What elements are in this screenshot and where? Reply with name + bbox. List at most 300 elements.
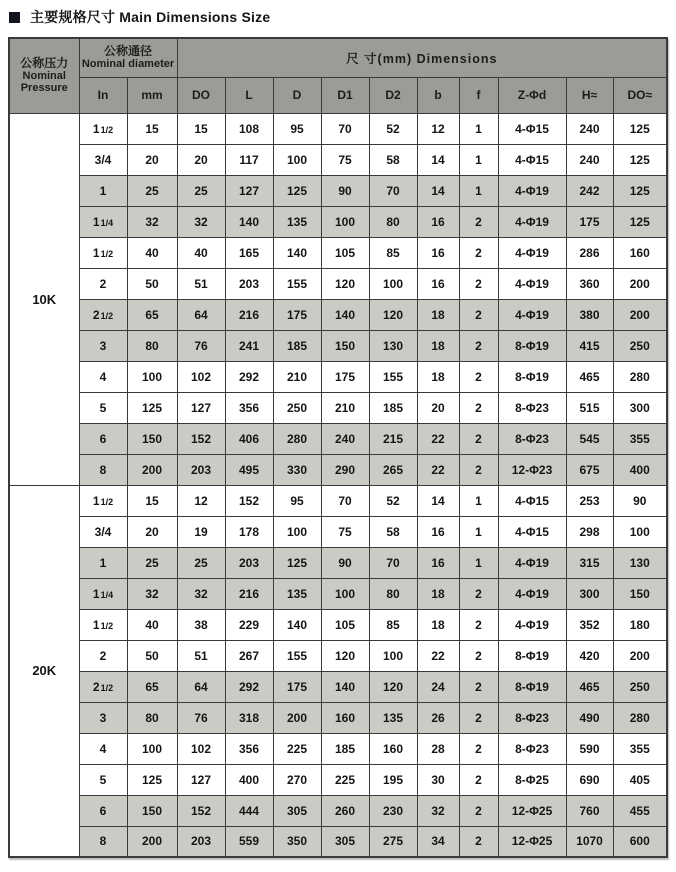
cell-in xyxy=(79,516,127,547)
cell-b: 28 xyxy=(417,733,459,764)
cell-h-approx: 352 xyxy=(566,609,613,640)
cell-b: 16 xyxy=(417,237,459,268)
in-fraction: 1/2 xyxy=(100,248,114,259)
cell-h-approx: 360 xyxy=(566,268,613,299)
cell-d: 125 xyxy=(273,175,321,206)
cell-do: 152 xyxy=(177,423,225,454)
cell-in xyxy=(79,330,127,361)
cell-d2: 195 xyxy=(369,764,417,795)
cell-z-phid: 4-Φ19 xyxy=(498,175,566,206)
header-col-d2: D2 xyxy=(369,77,417,113)
cell-l: 267 xyxy=(225,640,273,671)
cell-in xyxy=(79,268,127,299)
cell-h-approx: 300 xyxy=(566,578,613,609)
cell-d: 185 xyxy=(273,330,321,361)
cell-mm: 150 xyxy=(127,423,177,454)
cell-do: 51 xyxy=(177,640,225,671)
cell-d2: 275 xyxy=(369,826,417,857)
table-row xyxy=(9,361,667,392)
cell-d2: 130 xyxy=(369,330,417,361)
cell-d2: 80 xyxy=(369,206,417,237)
table-header xyxy=(9,38,667,113)
cell-z-phid: 8-Φ19 xyxy=(498,330,566,361)
cell-b: 22 xyxy=(417,423,459,454)
header-col-in: In xyxy=(79,77,127,113)
cell-d: 200 xyxy=(273,702,321,733)
cell-z-phid: 8-Φ23 xyxy=(498,733,566,764)
cell-do-approx: 280 xyxy=(613,361,667,392)
table-row xyxy=(9,702,667,733)
cell-l: 241 xyxy=(225,330,273,361)
cell-l: 108 xyxy=(225,113,273,144)
table-row xyxy=(9,299,667,330)
cell-mm: 25 xyxy=(127,547,177,578)
cell-d1: 105 xyxy=(321,609,369,640)
in-whole: 3 xyxy=(99,710,107,725)
cell-l: 216 xyxy=(225,299,273,330)
cell-d1: 70 xyxy=(321,113,369,144)
cell-mm: 80 xyxy=(127,330,177,361)
in-whole: 4 xyxy=(99,369,107,384)
nominal-pressure-en1: Nominal xyxy=(22,70,66,83)
in-whole: 1 xyxy=(99,183,107,198)
table-row xyxy=(9,609,667,640)
in-whole: 1 xyxy=(92,617,100,632)
cell-d: 135 xyxy=(273,578,321,609)
cell-b: 18 xyxy=(417,299,459,330)
cell-d: 100 xyxy=(273,516,321,547)
cell-in xyxy=(79,640,127,671)
in-fraction: 1/2 xyxy=(100,310,114,321)
cell-do: 76 xyxy=(177,330,225,361)
cell-b: 24 xyxy=(417,671,459,702)
cell-d: 270 xyxy=(273,764,321,795)
cell-h-approx: 760 xyxy=(566,795,613,826)
in-whole: 2 xyxy=(99,276,107,291)
table-row xyxy=(9,206,667,237)
header-col-z-phid: Z-Φd xyxy=(498,77,566,113)
cell-b: 22 xyxy=(417,640,459,671)
cell-d2: 265 xyxy=(369,454,417,485)
cell-in xyxy=(79,702,127,733)
cell-h-approx: 490 xyxy=(566,702,613,733)
cell-f: 2 xyxy=(459,640,498,671)
table-row xyxy=(9,547,667,578)
cell-z-phid: 4-Φ15 xyxy=(498,113,566,144)
cell-d: 250 xyxy=(273,392,321,423)
cell-f: 1 xyxy=(459,113,498,144)
table-row xyxy=(9,268,667,299)
cell-z-phid: 4-Φ19 xyxy=(498,206,566,237)
cell-do: 203 xyxy=(177,826,225,857)
table-row xyxy=(9,175,667,206)
cell-d: 225 xyxy=(273,733,321,764)
cell-do: 64 xyxy=(177,299,225,330)
cell-l: 292 xyxy=(225,671,273,702)
cell-d: 280 xyxy=(273,423,321,454)
cell-f: 2 xyxy=(459,392,498,423)
cell-d1: 105 xyxy=(321,237,369,268)
cell-h-approx: 690 xyxy=(566,764,613,795)
cell-l: 216 xyxy=(225,578,273,609)
cell-l: 140 xyxy=(225,206,273,237)
cell-z-phid: 4-Φ15 xyxy=(498,485,566,516)
header-col-f: f xyxy=(459,77,498,113)
cell-h-approx: 175 xyxy=(566,206,613,237)
cell-b: 14 xyxy=(417,485,459,516)
cell-d: 140 xyxy=(273,609,321,640)
cell-d2: 52 xyxy=(369,113,417,144)
cell-d2: 100 xyxy=(369,640,417,671)
cell-do: 25 xyxy=(177,547,225,578)
cell-l: 444 xyxy=(225,795,273,826)
cell-in xyxy=(79,361,127,392)
cell-do-approx: 250 xyxy=(613,330,667,361)
cell-d2: 185 xyxy=(369,392,417,423)
in-whole: 3/4 xyxy=(94,152,112,167)
cell-b: 18 xyxy=(417,361,459,392)
cell-d: 95 xyxy=(273,485,321,516)
cell-f: 2 xyxy=(459,702,498,733)
cell-in xyxy=(79,578,127,609)
cell-d2: 58 xyxy=(369,144,417,175)
cell-b: 12 xyxy=(417,113,459,144)
cell-do-approx: 125 xyxy=(613,175,667,206)
cell-d2: 135 xyxy=(369,702,417,733)
cell-d1: 150 xyxy=(321,330,369,361)
cell-do-approx: 355 xyxy=(613,423,667,454)
cell-h-approx: 515 xyxy=(566,392,613,423)
table-row xyxy=(9,764,667,795)
pressure-cell-10k: 10K xyxy=(9,113,79,485)
cell-l: 559 xyxy=(225,826,273,857)
in-fraction: 1/4 xyxy=(100,589,114,600)
cell-l: 117 xyxy=(225,144,273,175)
table-row xyxy=(9,330,667,361)
cell-d2: 160 xyxy=(369,733,417,764)
table-body xyxy=(9,113,667,857)
cell-f: 2 xyxy=(459,578,498,609)
cell-in xyxy=(79,299,127,330)
cell-in xyxy=(79,733,127,764)
table-row xyxy=(9,640,667,671)
table-row xyxy=(9,454,667,485)
cell-l: 152 xyxy=(225,485,273,516)
cell-in xyxy=(79,175,127,206)
cell-d1: 225 xyxy=(321,764,369,795)
cell-h-approx: 240 xyxy=(566,144,613,175)
nominal-pressure-zh: 公称压力 xyxy=(20,56,69,71)
cell-d2: 230 xyxy=(369,795,417,826)
cell-do: 127 xyxy=(177,764,225,795)
cell-h-approx: 415 xyxy=(566,330,613,361)
cell-h-approx: 1070 xyxy=(566,826,613,857)
cell-do-approx: 355 xyxy=(613,733,667,764)
header-nominal-pressure xyxy=(9,38,79,113)
in-whole: 2 xyxy=(99,648,107,663)
cell-f: 1 xyxy=(459,547,498,578)
in-whole: 4 xyxy=(99,741,107,756)
cell-f: 2 xyxy=(459,299,498,330)
header-col-l: L xyxy=(225,77,273,113)
cell-do-approx: 180 xyxy=(613,609,667,640)
cell-do-approx: 200 xyxy=(613,268,667,299)
table-row xyxy=(9,733,667,764)
cell-d2: 215 xyxy=(369,423,417,454)
cell-mm: 65 xyxy=(127,671,177,702)
cell-h-approx: 298 xyxy=(566,516,613,547)
cell-do-approx: 300 xyxy=(613,392,667,423)
cell-do: 203 xyxy=(177,454,225,485)
cell-do-approx: 200 xyxy=(613,640,667,671)
cell-mm: 150 xyxy=(127,795,177,826)
cell-b: 30 xyxy=(417,764,459,795)
cell-d2: 58 xyxy=(369,516,417,547)
cell-do-approx: 100 xyxy=(613,516,667,547)
cell-f: 2 xyxy=(459,361,498,392)
cell-d1: 75 xyxy=(321,144,369,175)
cell-do-approx: 455 xyxy=(613,795,667,826)
cell-d1: 140 xyxy=(321,671,369,702)
cell-do-approx: 600 xyxy=(613,826,667,857)
cell-d: 175 xyxy=(273,671,321,702)
cell-h-approx: 420 xyxy=(566,640,613,671)
cell-d: 95 xyxy=(273,113,321,144)
cell-in xyxy=(79,113,127,144)
header-dimensions: 尺 寸(mm) Dimensions xyxy=(177,38,667,77)
cell-d1: 75 xyxy=(321,516,369,547)
cell-d2: 85 xyxy=(369,237,417,268)
cell-f: 2 xyxy=(459,206,498,237)
cell-mm: 20 xyxy=(127,144,177,175)
cell-d1: 305 xyxy=(321,826,369,857)
cell-d1: 290 xyxy=(321,454,369,485)
cell-d2: 85 xyxy=(369,609,417,640)
table-row xyxy=(9,516,667,547)
header-col-b: b xyxy=(417,77,459,113)
cell-d2: 100 xyxy=(369,268,417,299)
cell-f: 1 xyxy=(459,144,498,175)
cell-d1: 240 xyxy=(321,423,369,454)
in-whole: 1 xyxy=(92,121,100,136)
cell-in xyxy=(79,237,127,268)
cell-do: 127 xyxy=(177,392,225,423)
cell-in xyxy=(79,423,127,454)
cell-d: 125 xyxy=(273,547,321,578)
nominal-diameter-zh: 公称通径 xyxy=(103,44,152,59)
cell-do-approx: 400 xyxy=(613,454,667,485)
cell-d1: 90 xyxy=(321,175,369,206)
cell-do-approx: 280 xyxy=(613,702,667,733)
table-row xyxy=(9,578,667,609)
cell-d2: 80 xyxy=(369,578,417,609)
cell-mm: 50 xyxy=(127,640,177,671)
in-whole: 3 xyxy=(99,338,107,353)
cell-do: 19 xyxy=(177,516,225,547)
cell-mm: 50 xyxy=(127,268,177,299)
in-whole: 1 xyxy=(99,555,107,570)
cell-b: 14 xyxy=(417,175,459,206)
table-row xyxy=(9,237,667,268)
table-row xyxy=(9,826,667,857)
cell-in xyxy=(79,609,127,640)
header-row-2 xyxy=(9,77,667,113)
cell-d: 175 xyxy=(273,299,321,330)
cell-do-approx: 130 xyxy=(613,547,667,578)
cell-z-phid: 8-Φ19 xyxy=(498,361,566,392)
cell-d1: 140 xyxy=(321,299,369,330)
in-whole: 6 xyxy=(99,803,107,818)
cell-d1: 70 xyxy=(321,485,369,516)
cell-do-approx: 125 xyxy=(613,113,667,144)
cell-d2: 70 xyxy=(369,175,417,206)
cell-b: 34 xyxy=(417,826,459,857)
cell-d2: 120 xyxy=(369,299,417,330)
cell-z-phid: 8-Φ19 xyxy=(498,640,566,671)
cell-z-phid: 4-Φ19 xyxy=(498,237,566,268)
cell-z-phid: 4-Φ15 xyxy=(498,516,566,547)
in-whole: 5 xyxy=(99,400,107,415)
header-col-d: D xyxy=(273,77,321,113)
cell-d2: 52 xyxy=(369,485,417,516)
pressure-cell-20k: 20K xyxy=(9,485,79,857)
cell-d1: 260 xyxy=(321,795,369,826)
cell-do: 12 xyxy=(177,485,225,516)
cell-b: 16 xyxy=(417,516,459,547)
cell-do-approx: 405 xyxy=(613,764,667,795)
nominal-pressure-en2: Pressure xyxy=(20,82,68,95)
cell-d1: 160 xyxy=(321,702,369,733)
cell-f: 2 xyxy=(459,795,498,826)
cell-do: 102 xyxy=(177,733,225,764)
in-whole: 5 xyxy=(99,772,107,787)
cell-d1: 175 xyxy=(321,361,369,392)
cell-d1: 120 xyxy=(321,268,369,299)
cell-do: 102 xyxy=(177,361,225,392)
header-col-h-approx: H≈ xyxy=(566,77,613,113)
cell-do: 20 xyxy=(177,144,225,175)
in-whole: 2 xyxy=(92,307,100,322)
cell-in xyxy=(79,826,127,857)
cell-do: 32 xyxy=(177,578,225,609)
cell-f: 2 xyxy=(459,330,498,361)
cell-mm: 125 xyxy=(127,392,177,423)
cell-z-phid: 8-Φ25 xyxy=(498,764,566,795)
cell-d: 140 xyxy=(273,237,321,268)
cell-in xyxy=(79,764,127,795)
in-fraction: 1/2 xyxy=(100,496,114,507)
cell-do: 32 xyxy=(177,206,225,237)
cell-b: 18 xyxy=(417,609,459,640)
cell-do: 76 xyxy=(177,702,225,733)
in-whole: 2 xyxy=(92,679,100,694)
cell-f: 2 xyxy=(459,423,498,454)
header-row-1 xyxy=(9,38,667,77)
cell-l: 400 xyxy=(225,764,273,795)
table-row xyxy=(9,485,667,516)
cell-mm: 40 xyxy=(127,237,177,268)
in-whole: 8 xyxy=(99,834,107,849)
in-fraction: 1/2 xyxy=(100,620,114,631)
in-whole: 6 xyxy=(99,431,107,446)
cell-f: 2 xyxy=(459,671,498,702)
cell-z-phid: 4-Φ19 xyxy=(498,547,566,578)
cell-d1: 90 xyxy=(321,547,369,578)
cell-z-phid: 4-Φ19 xyxy=(498,268,566,299)
cell-z-phid: 4-Φ19 xyxy=(498,609,566,640)
cell-h-approx: 465 xyxy=(566,671,613,702)
header-nominal-diameter xyxy=(79,38,177,77)
cell-d1: 210 xyxy=(321,392,369,423)
cell-f: 1 xyxy=(459,485,498,516)
cell-b: 16 xyxy=(417,547,459,578)
cell-z-phid: 4-Φ19 xyxy=(498,299,566,330)
in-whole: 1 xyxy=(92,586,100,601)
cell-mm: 100 xyxy=(127,361,177,392)
cell-do: 152 xyxy=(177,795,225,826)
cell-z-phid: 8-Φ23 xyxy=(498,392,566,423)
cell-do-approx: 250 xyxy=(613,671,667,702)
cell-b: 16 xyxy=(417,268,459,299)
cell-mm: 32 xyxy=(127,206,177,237)
cell-h-approx: 675 xyxy=(566,454,613,485)
cell-h-approx: 315 xyxy=(566,547,613,578)
cell-d1: 100 xyxy=(321,206,369,237)
table-row xyxy=(9,392,667,423)
cell-do: 38 xyxy=(177,609,225,640)
cell-l: 178 xyxy=(225,516,273,547)
cell-in xyxy=(79,392,127,423)
cell-mm: 80 xyxy=(127,702,177,733)
cell-in xyxy=(79,454,127,485)
cell-mm: 15 xyxy=(127,485,177,516)
cell-b: 32 xyxy=(417,795,459,826)
table-row xyxy=(9,795,667,826)
cell-in xyxy=(79,206,127,237)
cell-l: 165 xyxy=(225,237,273,268)
table-row xyxy=(9,113,667,144)
header-col-do: DO xyxy=(177,77,225,113)
cell-do-approx: 160 xyxy=(613,237,667,268)
nominal-diameter-en: Nominal diameter xyxy=(81,58,175,71)
cell-l: 292 xyxy=(225,361,273,392)
cell-mm: 25 xyxy=(127,175,177,206)
cell-l: 356 xyxy=(225,392,273,423)
cell-do-approx: 90 xyxy=(613,485,667,516)
in-fraction: 1/2 xyxy=(100,682,114,693)
cell-d: 210 xyxy=(273,361,321,392)
cell-l: 356 xyxy=(225,733,273,764)
cell-l: 203 xyxy=(225,547,273,578)
cell-in xyxy=(79,144,127,175)
cell-z-phid: 4-Φ15 xyxy=(498,144,566,175)
cell-h-approx: 545 xyxy=(566,423,613,454)
cell-z-phid: 12-Φ25 xyxy=(498,795,566,826)
cell-f: 1 xyxy=(459,516,498,547)
cell-f: 2 xyxy=(459,268,498,299)
cell-d2: 70 xyxy=(369,547,417,578)
cell-do: 64 xyxy=(177,671,225,702)
cell-b: 16 xyxy=(417,206,459,237)
cell-b: 26 xyxy=(417,702,459,733)
header-col-do-approx: DO≈ xyxy=(613,77,667,113)
cell-l: 406 xyxy=(225,423,273,454)
cell-b: 18 xyxy=(417,578,459,609)
in-whole: 8 xyxy=(99,462,107,477)
cell-mm: 200 xyxy=(127,454,177,485)
cell-do-approx: 125 xyxy=(613,206,667,237)
cell-mm: 200 xyxy=(127,826,177,857)
